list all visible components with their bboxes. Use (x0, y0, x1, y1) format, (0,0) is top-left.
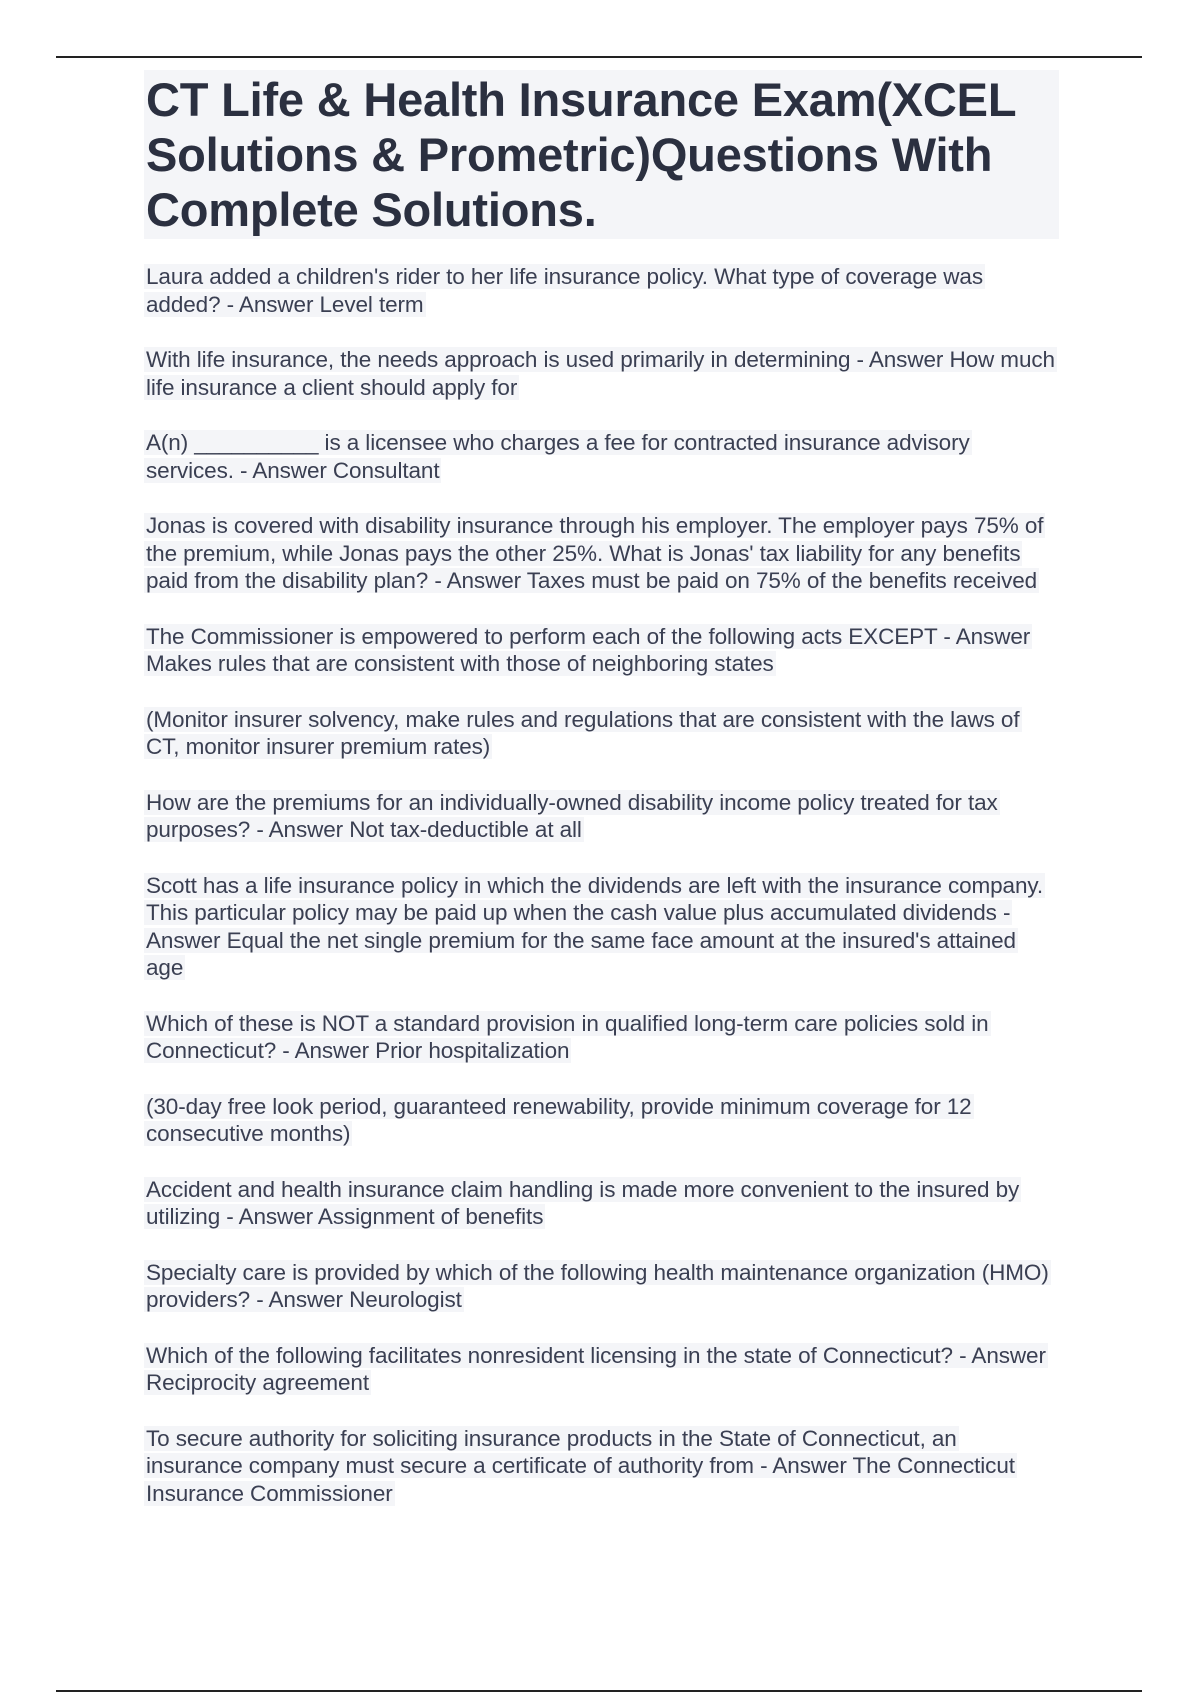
qa-paragraph (144, 872, 1059, 982)
qa-text: Jonas is covered with disability insurance through his employer. The employer pays 75% of the premium, while Jonas pays the other 25%. What is Jonas' tax liability for any benefits paid from the disability plan? - Answer Taxes must be paid on 75% of the benefits received (146, 513, 1044, 593)
qa-text: Accident and health insurance claim handling is made more convenient to the insured by utilizing - Answer Assignment of benefits (146, 1176, 1020, 1229)
qa-paragraph (144, 1010, 1059, 1065)
qa-paragraph (144, 1342, 1059, 1397)
qa-paragraph (144, 1176, 1059, 1231)
qa-text: Which of these is NOT a standard provision in qualified long-term care policies sold in Connecticut? - Answer Prior hospitalization (146, 1010, 989, 1063)
top-rule (56, 56, 1142, 58)
qa-text: Scott has a life insurance policy in which the dividends are left with the insurance company. This particular policy may be paid up when the cash value plus accumulated dividends - Answer Equal the net single premium for the same face amount at the insured's attained age (146, 872, 1044, 980)
qa-paragraph (144, 1425, 1059, 1508)
qa-paragraph (144, 789, 1059, 844)
qa-paragraph (144, 1093, 1059, 1148)
qa-text: (30-day free look period, guaranteed renewability, provide minimum coverage for 12 consecutive months) (146, 1093, 972, 1146)
document-title: CT Life & Health Insurance Exam(XCEL Solutions & Prometric)Questions With Complete Solutions. (144, 70, 1059, 239)
qa-text: The Commissioner is empowered to perform each of the following acts EXCEPT - Answer Makes rules that are consistent with those of neighboring states (146, 623, 1031, 676)
qa-paragraph (144, 623, 1059, 678)
qa-paragraph (144, 346, 1059, 401)
qa-text: With life insurance, the needs approach is used primarily in determining - Answer How much life insurance a client should apply for (146, 347, 1055, 400)
bottom-rule (56, 1690, 1142, 1692)
qa-text: Laura added a children's rider to her life insurance policy. What type of coverage was added? - Answer Level term (146, 264, 983, 317)
qa-text: How are the premiums for an individually-owned disability income policy treated for tax purposes? - Answer Not tax-deductible at all (146, 789, 998, 842)
qa-paragraph (144, 706, 1059, 761)
qa-paragraph (144, 1259, 1059, 1314)
qa-text: (Monitor insurer solvency, make rules and regulations that are consistent with the laws of CT, monitor insurer premium rates) (146, 706, 1020, 759)
qa-text: A(n) __________ is a licensee who charges a fee for contracted insurance advisory services. - Answer Consultant (146, 430, 970, 483)
qa-text: To secure authority for soliciting insurance products in the State of Connecticut, an insurance company must secure a certificate of authority from - Answer The Connecticut Insurance Commissioner (146, 1425, 1015, 1506)
qa-paragraph (144, 512, 1059, 595)
qa-paragraph (144, 263, 1059, 318)
document-content (144, 70, 1059, 1535)
qa-paragraph (144, 429, 1059, 484)
qa-text: Specialty care is provided by which of the following health maintenance organization (HMO) providers? - Answer Neurologist (146, 1259, 1049, 1312)
qa-text: Which of the following facilitates nonresident licensing in the state of Connecticut? - Answer Reciprocity agreement (146, 1342, 1046, 1395)
